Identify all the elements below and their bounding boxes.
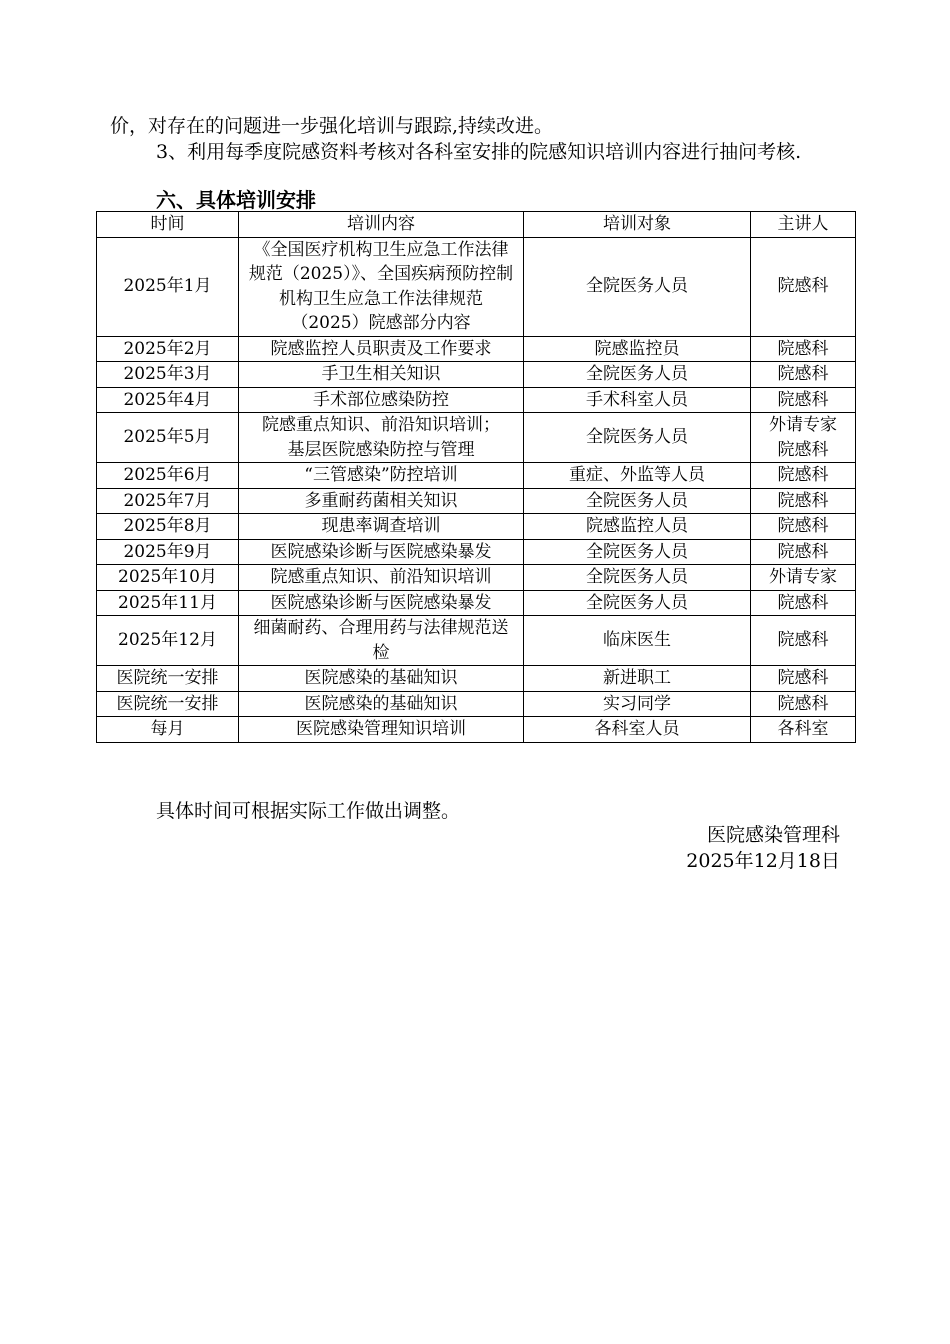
table-row	[97, 590, 856, 616]
cell-time: 医院统一安排	[97, 666, 239, 692]
cell-content: 医院感染诊断与医院感染暴发	[239, 590, 524, 616]
cell-speaker: 院感科	[751, 666, 856, 692]
cell-content: 院感重点知识、前沿知识培训	[239, 565, 524, 591]
cell-time: 2025年6月	[97, 463, 239, 489]
cell-content: 《全国医疗机构卫生应急工作法律规范（2025）》、全国疾病预防控制机构卫生应急工作法律规范（2025）院感部分内容	[239, 237, 524, 336]
table-row	[97, 691, 856, 717]
table-row	[97, 565, 856, 591]
cell-content: 手卫生相关知识	[239, 362, 524, 388]
cell-time: 2025年1月	[97, 237, 239, 336]
cell-speaker: 院感科	[751, 590, 856, 616]
table-row	[97, 336, 856, 362]
cell-speaker: 院感科	[751, 514, 856, 540]
table-row	[97, 463, 856, 489]
cell-audience: 全院医务人员	[524, 413, 751, 463]
cell-time: 2025年3月	[97, 362, 239, 388]
paragraph-continuation: 价，对存在的问题进一步强化培训与跟踪,持续改进。	[110, 115, 554, 137]
cell-audience: 各科室人员	[524, 717, 751, 743]
table-row	[97, 514, 856, 540]
cell-content-line: 院感重点知识、前沿知识培训；	[262, 415, 500, 435]
table-row	[97, 362, 856, 388]
cell-speaker: 院感科	[751, 237, 856, 336]
table-row	[97, 539, 856, 565]
cell-speaker: 院感科	[751, 488, 856, 514]
cell-audience: 全院医务人员	[524, 488, 751, 514]
table-row	[97, 717, 856, 743]
cell-speaker	[751, 413, 856, 463]
cell-content: 医院感染管理知识培训	[239, 717, 524, 743]
table-header-row	[97, 212, 856, 238]
cell-time: 医院统一安排	[97, 691, 239, 717]
header-audience: 培训对象	[524, 212, 751, 238]
cell-speaker: 院感科	[751, 616, 856, 666]
table-row	[97, 666, 856, 692]
header-time: 时间	[97, 212, 239, 238]
cell-audience: 全院医务人员	[524, 539, 751, 565]
training-schedule-table	[96, 211, 856, 743]
cell-time: 2025年5月	[97, 413, 239, 463]
cell-time: 2025年12月	[97, 616, 239, 666]
cell-audience: 院感监控人员	[524, 514, 751, 540]
cell-content: 手术部位感染防控	[239, 387, 524, 413]
cell-speaker: 院感科	[751, 362, 856, 388]
cell-time: 2025年7月	[97, 488, 239, 514]
cell-content-line: 基层医院感染防控与管理	[287, 439, 475, 460]
adjustment-note: 具体时间可根据实际工作做出调整。	[156, 800, 461, 822]
cell-content: 现患率调查培训	[239, 514, 524, 540]
cell-speaker-line: 院感科	[777, 439, 829, 460]
header-content: 培训内容	[239, 212, 524, 238]
cell-audience: 临床医生	[524, 616, 751, 666]
header-speaker: 主讲人	[751, 212, 856, 238]
paragraph-item-3: 3、利用每季度院感资料考核对各科室安排的院感知识培训内容进行抽问考核.	[156, 141, 802, 163]
cell-speaker: 各科室	[751, 717, 856, 743]
cell-content: “三管感染”防控培训	[239, 463, 524, 489]
cell-audience: 院感监控员	[524, 336, 751, 362]
cell-time: 2025年9月	[97, 539, 239, 565]
cell-audience: 全院医务人员	[524, 362, 751, 388]
cell-audience: 新进职工	[524, 666, 751, 692]
table-row	[97, 413, 856, 463]
table-row	[97, 237, 856, 336]
cell-audience: 重症、外监等人员	[524, 463, 751, 489]
cell-time: 2025年10月	[97, 565, 239, 591]
cell-content: 院感监控人员职责及工作要求	[239, 336, 524, 362]
cell-speaker: 院感科	[751, 336, 856, 362]
cell-time: 2025年11月	[97, 590, 239, 616]
cell-content: 细菌耐药、合理用药与法律规范送检	[239, 616, 524, 666]
cell-time: 2025年4月	[97, 387, 239, 413]
cell-audience: 全院医务人员	[524, 237, 751, 336]
cell-speaker: 院感科	[751, 691, 856, 717]
cell-speaker-line: 外请专家	[769, 415, 837, 435]
signature-department: 医院感染管理科	[706, 824, 840, 846]
table-body	[97, 237, 856, 742]
cell-content: 医院感染的基础知识	[239, 691, 524, 717]
table-row	[97, 616, 856, 666]
table-row	[97, 488, 856, 514]
cell-time: 每月	[97, 717, 239, 743]
table-row	[97, 387, 856, 413]
signature-date: 2025年12月18日	[686, 850, 840, 872]
cell-content: 医院感染的基础知识	[239, 666, 524, 692]
cell-audience: 实习同学	[524, 691, 751, 717]
cell-speaker: 院感科	[751, 539, 856, 565]
cell-audience: 手术科室人员	[524, 387, 751, 413]
cell-speaker: 院感科	[751, 387, 856, 413]
cell-content: 多重耐药菌相关知识	[239, 488, 524, 514]
section-title: 六、具体培训安排	[156, 188, 316, 212]
cell-time: 2025年2月	[97, 336, 239, 362]
cell-speaker: 院感科	[751, 463, 856, 489]
table-header	[97, 212, 856, 238]
cell-audience: 全院医务人员	[524, 565, 751, 591]
cell-speaker: 外请专家	[751, 565, 856, 591]
cell-time: 2025年8月	[97, 514, 239, 540]
cell-audience: 全院医务人员	[524, 590, 751, 616]
cell-content	[239, 413, 524, 463]
cell-content: 医院感染诊断与医院感染暴发	[239, 539, 524, 565]
